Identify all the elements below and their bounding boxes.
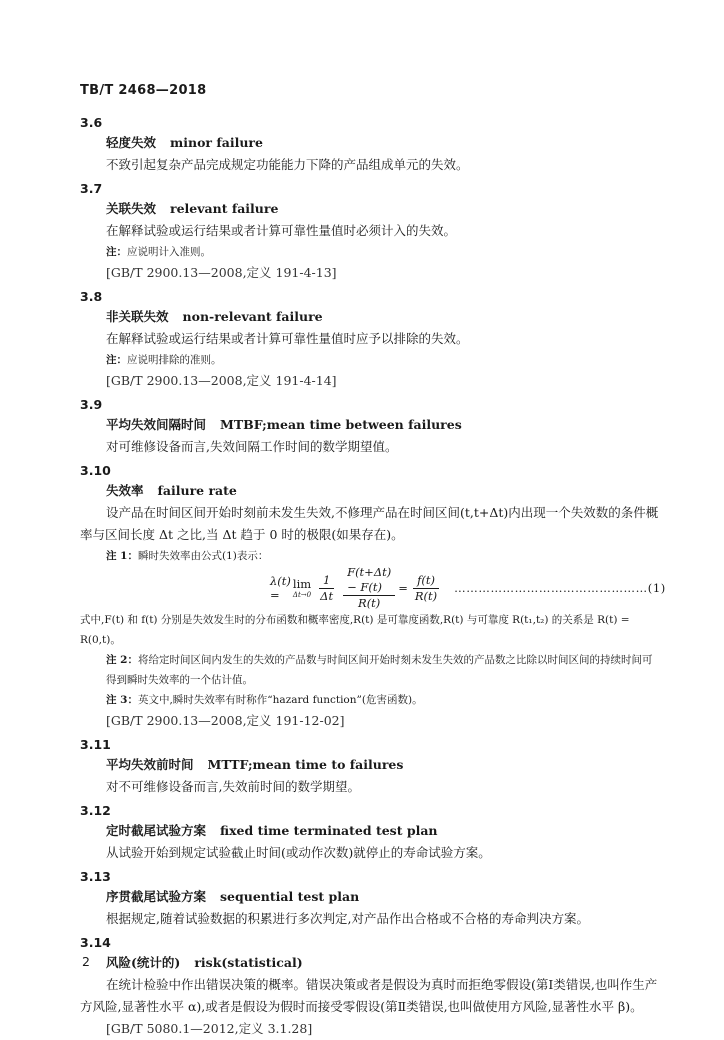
term-en: MTTF;mean time to failures — [207, 757, 404, 772]
note-label: 注 1： — [106, 550, 138, 562]
term-en: MTBF;mean time between failures — [220, 417, 462, 432]
definition: 根据规定,随着试验数据的积累进行多次判定,对产品作出合格或不合格的寿命判决方案。 — [106, 911, 589, 926]
clause-number: 3.14 — [80, 935, 111, 950]
term-en: risk(statistical) — [194, 955, 303, 970]
clause-number: 3.10 — [80, 463, 111, 478]
clause-number: 3.8 — [80, 289, 103, 304]
fraction — [411, 573, 441, 604]
note-text: 应说明排除的准则。 — [127, 354, 222, 366]
term-heading — [106, 820, 660, 842]
numerator: F(t+Δt) − F(t) — [343, 565, 395, 596]
fraction — [316, 573, 337, 604]
term-heading — [106, 480, 660, 502]
term-cn: 定时截尾试验方案 — [106, 823, 207, 838]
definition: 对可维修设备而言,失效间隔工作时间的数学期望值。 — [106, 439, 398, 454]
fraction — [343, 565, 395, 611]
formula-number: …………………………………………(1) — [454, 581, 666, 595]
note — [106, 650, 660, 690]
term-cn: 轻度失效 — [106, 135, 157, 150]
note-label: 注 3： — [106, 694, 138, 706]
clause-number: 3.9 — [80, 397, 103, 412]
definition: 不致引起复杂产品完成规定功能能力下降的产品组成单元的失效。 — [106, 157, 469, 172]
limit-op: lim — [292, 577, 312, 591]
note — [106, 690, 660, 710]
clause-number: 3.12 — [80, 803, 111, 818]
reference: [GB/T 5080.1—2012,定义 3.1.28] — [106, 1021, 313, 1036]
term-en: minor failure — [170, 135, 263, 150]
formula-limit — [293, 577, 311, 599]
denominator: R(t) — [358, 596, 381, 610]
definition: 设产品在时间区间开始时刻前未发生失效,不修理产品在时间区间(t,t+Δt)内出现一个失效数的条件概率与区间长度 Δt 之比,当 Δt 趋于 0 时的极限(如果存在)。 — [80, 505, 659, 542]
term-cn: 平均失效前时间 — [106, 757, 194, 772]
term-en: non-relevant failure — [182, 309, 323, 324]
reference: [GB/T 2900.13—2008,定义 191-12-02] — [106, 713, 345, 728]
definition: 对不可维修设备而言,失效前时间的数学期望。 — [106, 779, 360, 794]
document-body — [80, 110, 666, 1040]
reference: [GB/T 2900.13—2008,定义 191-4-14] — [106, 373, 337, 388]
definition: 从试验开始到规定试验截止时间(或动作次数)就停止的寿命试验方案。 — [106, 845, 491, 860]
term-en: sequential test plan — [220, 889, 360, 904]
formula-equals: = — [398, 581, 408, 595]
note-text: 将给定时间区间内发生的失效的产品数与时间区间开始时刻未发生失效的产品数之比除以时间区间的持续时间可得到瞬时失效率的一个估计值。 — [106, 654, 653, 686]
reference: [GB/T 2900.13—2008,定义 191-4-13] — [106, 265, 337, 280]
term-heading — [106, 198, 660, 220]
standard-header: TB/T 2468—2018 — [80, 83, 207, 98]
numerator: f(t) — [413, 573, 439, 589]
limit-sub: Δt→0 — [292, 591, 312, 599]
formula-1 — [270, 565, 666, 610]
term-heading — [106, 754, 660, 776]
note-label: 注： — [106, 246, 127, 258]
term-cn: 风险(统计的) — [106, 955, 181, 970]
term-cn: 序贯截尾试验方案 — [106, 889, 207, 904]
term-en: fixed time terminated test plan — [220, 823, 438, 838]
clause-number: 3.6 — [80, 115, 103, 130]
note-text: 应说明计入准则。 — [127, 246, 211, 258]
term-cn: 非关联失效 — [106, 309, 169, 324]
page-number: 2 — [82, 954, 90, 969]
definition: 在统计检验中作出错误决策的概率。错误决策或者是假设为真时而拒绝零假设(第Ⅰ类错误,也叫作生产方风险,显著性水平 α),或者是假设为假时而接受零假设(第Ⅱ类错误,也叫做使用方风险,显著性水平 β)。 — [80, 977, 658, 1014]
clause-number: 3.13 — [80, 869, 111, 884]
clause-number: 3.11 — [80, 737, 111, 752]
term-heading — [106, 952, 660, 974]
term-en: failure rate — [157, 483, 237, 498]
term-heading — [106, 886, 660, 908]
term-cn: 平均失效间隔时间 — [106, 417, 207, 432]
clause-number: 3.7 — [80, 181, 103, 196]
note-label: 注： — [106, 354, 127, 366]
term-cn: 失效率 — [106, 483, 144, 498]
denominator: R(t) — [414, 588, 438, 603]
term-heading — [106, 306, 660, 328]
note-continuation: 式中,F(t) 和 f(t) 分别是失效发生时的分布函数和概率密度,R(t) 是可靠度函数,R(t) 与可靠度 R(t₁,t₂) 的关系是 R(t) = R(0,t)。 — [80, 614, 630, 646]
numerator: 1 — [319, 573, 334, 589]
term-cn: 关联失效 — [106, 201, 157, 216]
note-label: 注 2： — [106, 654, 138, 666]
term-heading — [106, 132, 660, 154]
note — [106, 242, 660, 262]
note-text: 英文中,瞬时失效率有时称作“hazard function”(危害函数)。 — [137, 694, 423, 706]
term-en: relevant failure — [170, 201, 279, 216]
term-heading — [106, 414, 660, 436]
definition: 在解释试验或运行结果或者计算可靠性量值时应予以排除的失效。 — [106, 331, 469, 346]
definition: 在解释试验或运行结果或者计算可靠性量值时必须计入的失效。 — [106, 223, 457, 238]
note — [106, 546, 660, 566]
formula-lhs: λ(t) = — [270, 574, 291, 602]
note-text: 瞬时失效率由公式(1)表示： — [137, 550, 269, 562]
denominator: Δt — [320, 588, 334, 603]
note — [106, 350, 660, 370]
